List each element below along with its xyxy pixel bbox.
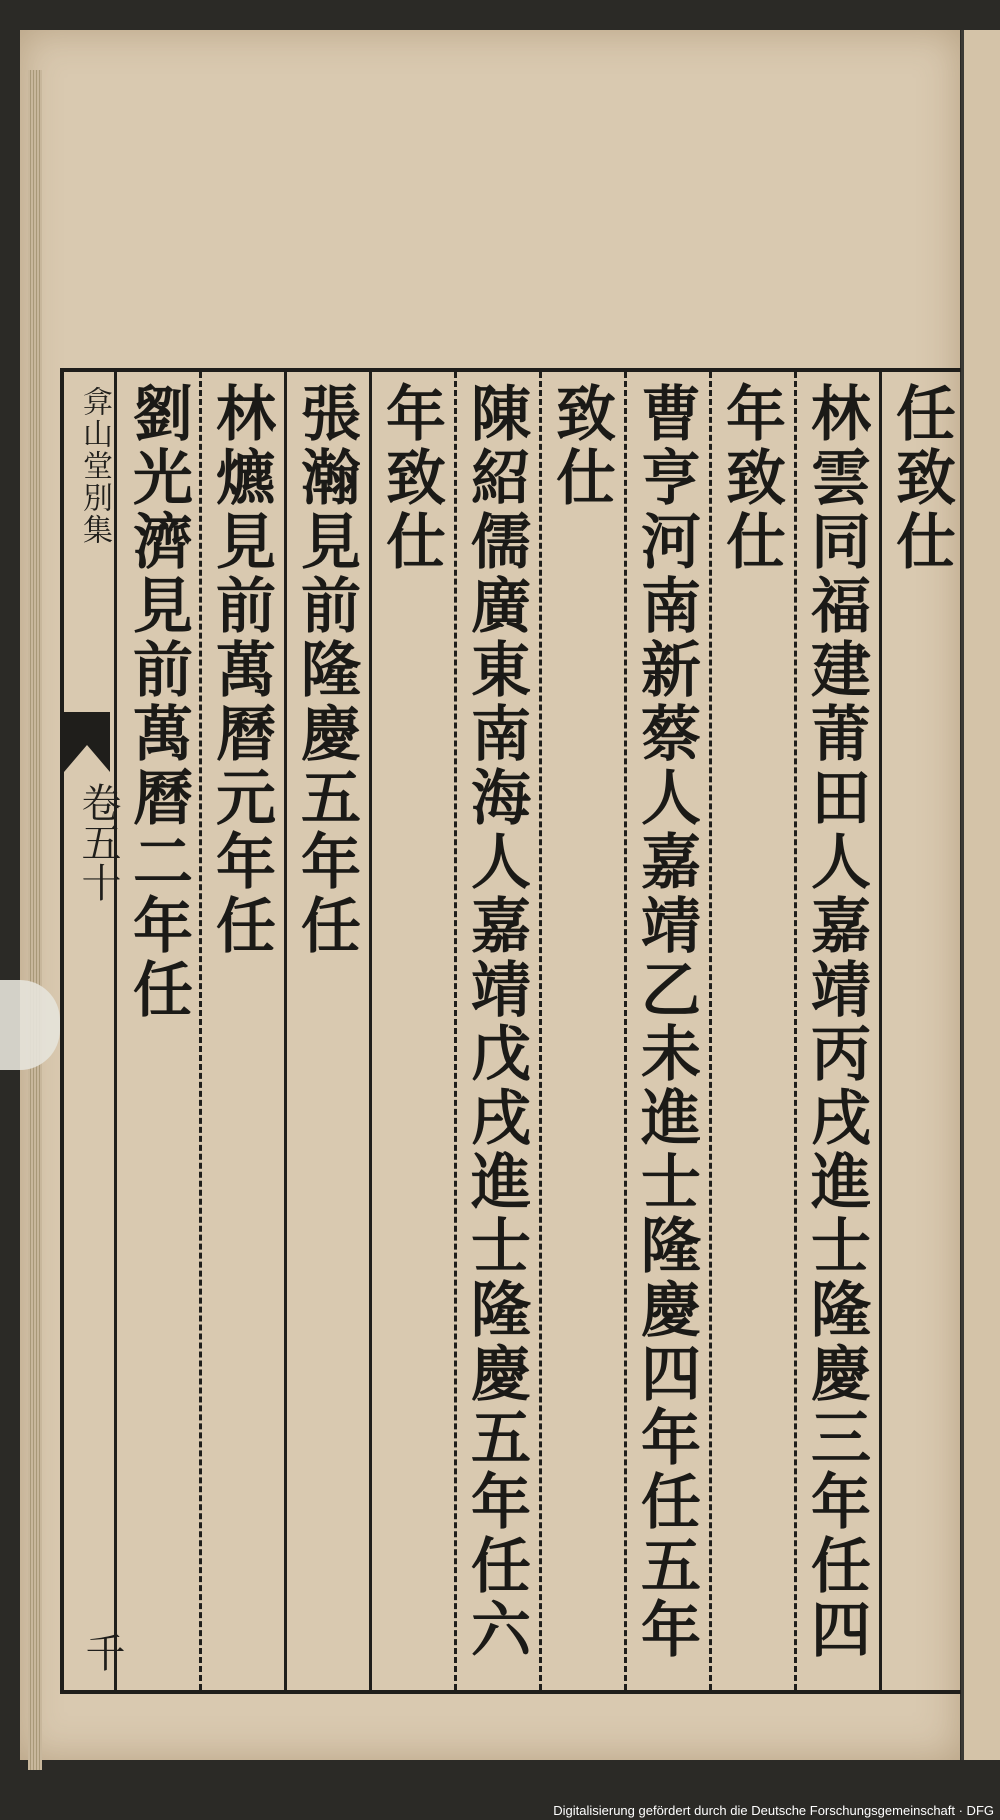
next-page-edge xyxy=(961,30,1000,1760)
text-column: 陳紹儒廣東南海人嘉靖戊戌進士隆慶五年任六 xyxy=(461,382,531,1662)
text-column: 任致仕 xyxy=(886,382,956,574)
juan-number: 卷五十 xyxy=(75,782,121,902)
text-column: 曹亨河南新蔡人嘉靖乙未進士隆慶四年任五年 xyxy=(631,382,701,1662)
folio-number: 千 xyxy=(79,1632,125,1672)
text-column: 致仕 xyxy=(546,382,616,510)
book-title: 弇山堂別集 xyxy=(77,386,112,546)
text-frame xyxy=(60,368,968,1694)
text-column: 年致仕 xyxy=(376,382,446,574)
text-column: 林爊見前萬曆元年任 xyxy=(206,382,276,958)
text-column: 年致仕 xyxy=(716,382,786,574)
fish-tail-mark xyxy=(64,712,110,772)
center-margin xyxy=(64,372,125,1690)
book-page xyxy=(20,30,960,1760)
text-column: 林雲同福建莆田人嘉靖丙戌進士隆慶三年任四 xyxy=(801,382,871,1662)
text-column: 張瀚見前隆慶五年任 xyxy=(291,382,361,958)
page-edges xyxy=(28,70,42,1770)
digitization-credit: Digitalisierung gefördert durch die Deutsche Forschungsgemeinschaft · DFG xyxy=(553,1803,994,1818)
text-column: 劉光濟見前萬曆二年任 xyxy=(123,382,193,1022)
